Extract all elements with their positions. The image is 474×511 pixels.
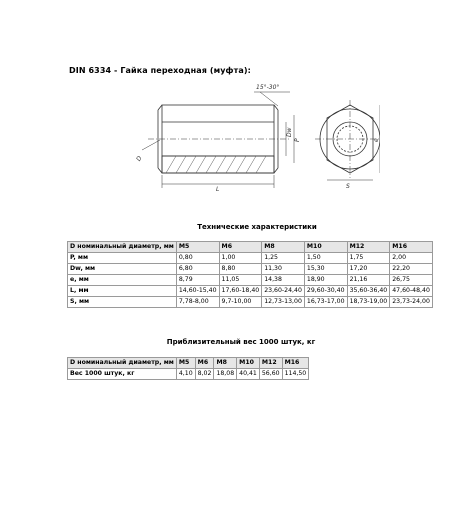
table-cell: 17,20 [347, 264, 390, 275]
table-row [68, 264, 433, 275]
tech-header-cell: M10 [304, 242, 347, 253]
row-label: L, мм [68, 286, 177, 297]
table-cell: 14,38 [262, 275, 305, 286]
table-cell: 47,60-48,40 [390, 286, 433, 297]
tech-section-title: Технические характеристики [197, 223, 317, 231]
table-cell: 1,25 [262, 253, 305, 264]
table-cell: 4,10 [176, 369, 195, 380]
table-cell: 0,80 [176, 253, 219, 264]
table-cell: 8,02 [195, 369, 214, 380]
technical-drawing [130, 80, 380, 195]
thread-section [162, 156, 274, 173]
table-cell: 18,08 [214, 369, 237, 380]
table-row [68, 369, 309, 380]
table-cell: 12,73-13,00 [262, 297, 305, 308]
table-cell: 22,20 [390, 264, 433, 275]
tech-header-cell: M8 [262, 242, 305, 253]
dim-d-label: D [135, 154, 144, 163]
angle-label: 15°-30° [256, 84, 280, 91]
weight-header-cell: M8 [214, 358, 237, 369]
table-cell: 23,73-24,00 [390, 297, 433, 308]
weight-header-cell: M16 [282, 358, 309, 369]
table-cell: 6,80 [176, 264, 219, 275]
row-label: S, мм [68, 297, 177, 308]
table-cell: 11,30 [262, 264, 305, 275]
table-cell: 1,75 [347, 253, 390, 264]
table-cell: 1,50 [304, 253, 347, 264]
table-cell: 114,50 [282, 369, 309, 380]
table-cell: 18,90 [304, 275, 347, 286]
dim-l-label: L [216, 186, 220, 193]
weight-section-title: Приблизительный вес 1000 штук, кг [166, 338, 316, 346]
table-cell: 26,75 [390, 275, 433, 286]
dim-p-label: P [294, 138, 301, 142]
tech-header-cell: D номинальный диаметр, мм [68, 242, 177, 253]
table-cell: 29,60-30,40 [304, 286, 347, 297]
page-title: DIN 6334 - Гайка переходная (муфта): [69, 66, 251, 75]
table-cell: 7,78-8,00 [176, 297, 219, 308]
weight-header-cell: D номинальный диаметр, мм [68, 358, 177, 369]
table-cell: 1,00 [219, 253, 262, 264]
table-cell: 21,16 [347, 275, 390, 286]
weight-header-cell: M12 [259, 358, 282, 369]
dim-s-label: S [346, 183, 350, 190]
table-cell: 23,60-24,40 [262, 286, 305, 297]
tech-table [67, 241, 433, 308]
table-cell: 17,60-18,40 [219, 286, 262, 297]
tech-header-row [68, 242, 433, 253]
weight-header-cell: M5 [176, 358, 195, 369]
row-label: Dw, мм [68, 264, 177, 275]
table-cell: 14,60-15,40 [176, 286, 219, 297]
table-cell: 8,80 [219, 264, 262, 275]
row-label: P, мм [68, 253, 177, 264]
table-row [68, 253, 433, 264]
tech-header-cell: M6 [219, 242, 262, 253]
tech-header-cell: M5 [176, 242, 219, 253]
table-cell: 15,30 [304, 264, 347, 275]
table-cell: 9,7-10,00 [219, 297, 262, 308]
tech-header-cell: M12 [347, 242, 390, 253]
row-label: Вес 1000 штук, кг [68, 369, 177, 380]
weight-header-cell: M6 [195, 358, 214, 369]
table-cell: 56,60 [259, 369, 282, 380]
row-label: e, мм [68, 275, 177, 286]
table-cell: 16,73-17,00 [304, 297, 347, 308]
table-row [68, 297, 433, 308]
weight-header-row [68, 358, 309, 369]
weight-table [67, 357, 309, 380]
table-row [68, 286, 433, 297]
tech-header-cell: M16 [390, 242, 433, 253]
table-cell: 18,73-19,00 [347, 297, 390, 308]
table-row [68, 275, 433, 286]
table-cell: 11,05 [219, 275, 262, 286]
table-cell: 8,79 [176, 275, 219, 286]
weight-header-cell: M10 [237, 358, 260, 369]
dim-dw-label: Dw [286, 127, 293, 137]
table-cell: 2,00 [390, 253, 433, 264]
dim-e-label: e [373, 138, 380, 142]
table-cell: 35,60-36,40 [347, 286, 390, 297]
table-cell: 40,41 [237, 369, 260, 380]
